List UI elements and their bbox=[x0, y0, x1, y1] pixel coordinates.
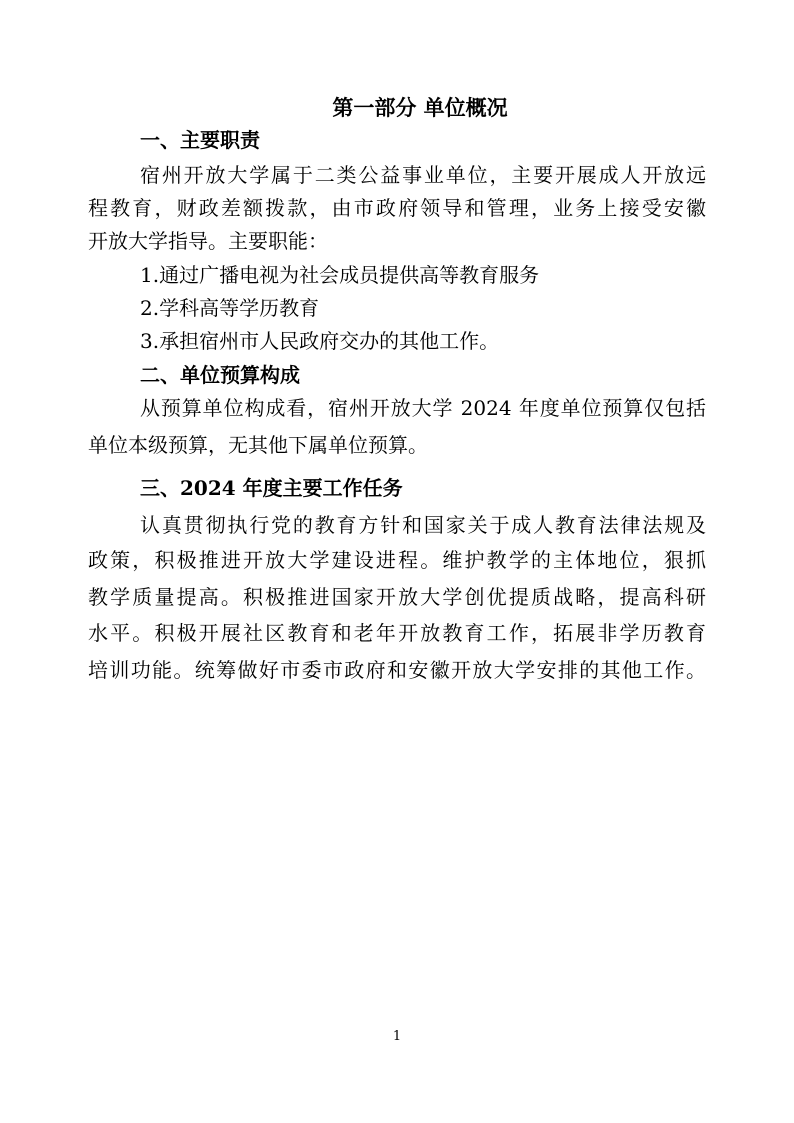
section-heading-budget: 二、单位预算构成 bbox=[140, 363, 300, 387]
tasks-paragraph-line: 水平。积极开展社区教育和老年开放教育工作，拓展非学历教育 bbox=[88, 621, 706, 645]
tasks-paragraph-line: 培训功能。统筹做好市委市政府和安徽开放大学安排的其他工作。 bbox=[88, 658, 706, 682]
duties-paragraph-line: 开放大学指导。主要职能： bbox=[88, 229, 328, 253]
duties-list-item: 3.承担宿州市人民政府交办的其他工作。 bbox=[140, 329, 500, 353]
page-title: 第一部分 单位概况 bbox=[332, 95, 508, 120]
duties-list-item: 1.通过广播电视为社会成员提供高等教育服务 bbox=[140, 263, 540, 287]
page-number: 1 bbox=[392, 1029, 402, 1044]
tasks-paragraph-line: 认真贯彻执行党的教育方针和国家关于成人教育法律法规及 bbox=[140, 513, 706, 537]
section-heading-duties: 一、主要职责 bbox=[140, 128, 260, 152]
duties-list-item: 2.学科高等学历教育 bbox=[140, 296, 320, 320]
tasks-paragraph-line: 政策，积极推进开放大学建设进程。维护教学的主体地位，狠抓 bbox=[88, 548, 706, 572]
budget-paragraph-line: 单位本级预算，无其他下属单位预算。 bbox=[88, 433, 428, 457]
budget-paragraph-line: 从预算单位构成看，宿州开放大学 2024 年度单位预算仅包括 bbox=[140, 396, 706, 420]
duties-paragraph-line: 程教育，财政差额拨款，由市政府领导和管理，业务上接受安徽 bbox=[88, 196, 706, 220]
duties-paragraph-line: 宿州开放大学属于二类公益事业单位，主要开展成人开放远 bbox=[140, 163, 706, 187]
tasks-paragraph-line: 教学质量提高。积极推进国家开放大学创优提质战略，提高科研 bbox=[88, 585, 706, 609]
section-heading-tasks: 三、2024 年度主要工作任务 bbox=[140, 476, 403, 500]
